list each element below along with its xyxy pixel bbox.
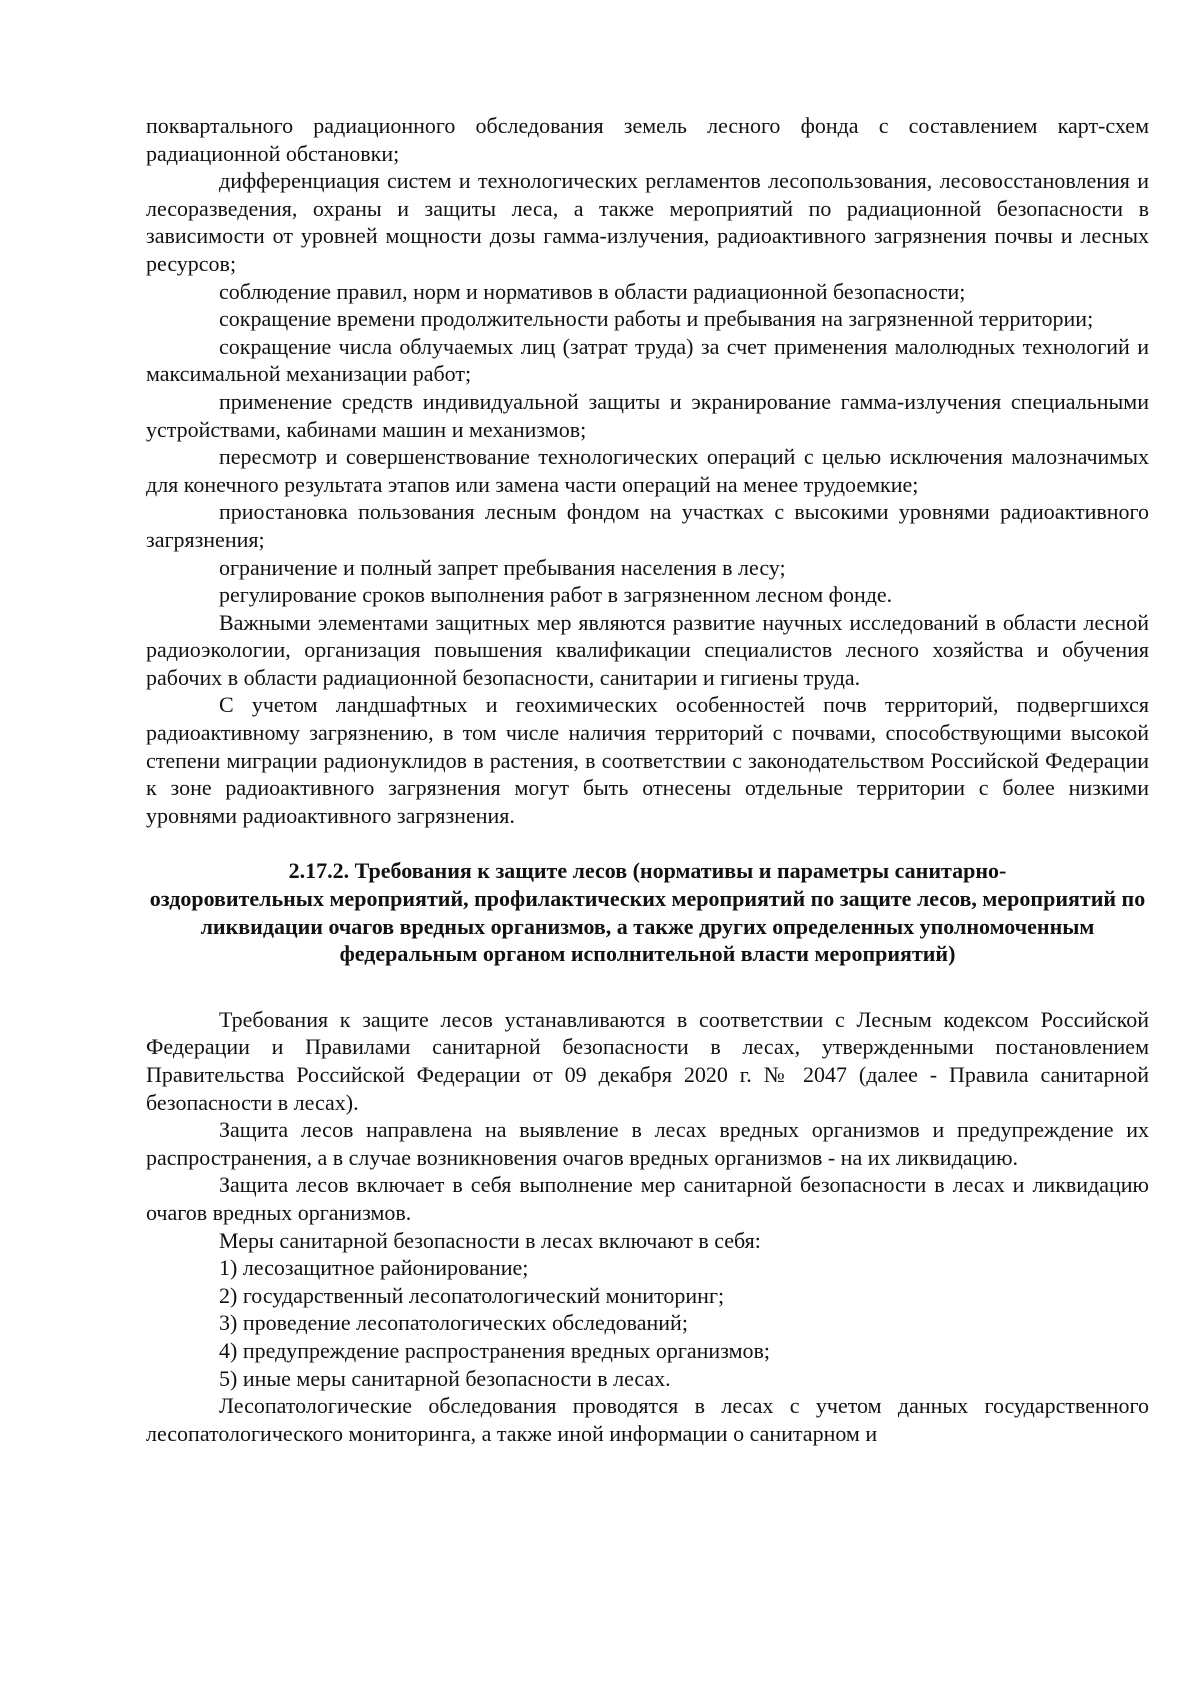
paragraph-research-elements: Важными элементами защитных мер являются развитие научных исследований в области лесной радиоэкологии, организация повышения квалификации специалистов лесного хозяйства и обучения рабочих в области радиационной безопасности, санитарии и гигиены труда.: [146, 609, 1149, 690]
paragraph-differentiation: дифференциация систем и технологических регламентов лесопользования, лесовосстановления и лесоразведения, охраны и защиты леса, а также мероприятий по радиационной безопасности в зависимости от уровней мощности дозы гамма-излучения, радиоактивного загрязнения почвы и лесных ресурсов;: [146, 168, 1149, 276]
paragraph-protective-means: применение средств индивидуальной защиты и экранирование гамма-излучения специальными устройствами, кабинами машин и механизмов;: [146, 388, 1149, 442]
paragraph-work-scheduling: регулирование сроков выполнения работ в загрязненном лесном фонде.: [219, 582, 893, 608]
document-page: [146, 112, 1149, 1447]
spacer: [146, 968, 1149, 1006]
paragraph-persons-reduction: сокращение числа облучаемых лиц (затрат труда) за счет применения малолюдных технологий и максимальной механизации работ;: [146, 333, 1149, 387]
list-item: 4) предупреждение распространения вредных организмов;: [219, 1337, 770, 1363]
list-item: 2) государственный лесопатологический мониторинг;: [219, 1282, 725, 1308]
list-item: 5) иные меры санитарной безопасности в лесах.: [219, 1365, 671, 1391]
paragraph-radiation-survey: поквартального радиационного обследования земель лесного фонда с составлением карт-схем радиационной обстановки;: [146, 113, 1149, 166]
section-heading-rest: оздоровительных мероприятий, профилактических мероприятий по защите лесов, мероприятий по ликвидации очагов вредных организмов, а также других определенных уполномоченным федеральным органом исполнительной власти мероприятий): [149, 886, 1146, 967]
paragraph-landscape-features: С учетом ландшафтных и геохимических особенностей почв территорий, подвергшихся радиоактивному загрязнению, в том числе наличия территорий с почвами, способствующими высокой степени миграции радионуклидов в растения, в соответствии с законодательством Российской Федерации к зоне радиоактивного загрязнения могут быть отнесены отдельные территории с более низкими уровнями радиоактивного загрязнения.: [146, 692, 1149, 828]
paragraph-operations-revision: пересмотр и совершенствование технологических операций с целью исключения малозначимых для конечного результата этапов или замена части операций на менее трудоемкие;: [146, 444, 1149, 497]
paragraph-forest-surveys: Лесопатологические обследования проводятся в лесах с учетом данных государственного лесопатологического мониторинга, а также иной информации о санитарном и: [146, 1393, 1149, 1446]
paragraph-access-restriction: ограничение и полный запрет пребывания населения в лесу;: [219, 554, 786, 580]
paragraph-time-reduction: сокращение времени продолжительности работы и пребывания на загрязненной территории;: [219, 306, 1094, 332]
paragraph-protection-includes: Защита лесов включает в себя выполнение мер санитарной безопасности в лесах и ликвидацию очагов вредных организмов.: [146, 1172, 1149, 1225]
section-heading: [146, 857, 1149, 967]
paragraph-use-suspension: приостановка пользования лесным фондом на участках с высокими уровнями радиоактивного загрязнения;: [146, 499, 1149, 552]
list-item: 1) лесозащитное районирование;: [219, 1255, 529, 1281]
paragraph-rules-compliance: соблюдение правил, норм и нормативов в области радиационной безопасности;: [219, 278, 966, 304]
paragraph-measures-intro: Меры санитарной безопасности в лесах включают в себя:: [219, 1227, 761, 1253]
section-heading-line1: 2.17.2. Требования к защите лесов (нормативы и параметры санитарно-: [288, 858, 1007, 884]
paragraph-protection-aim: Защита лесов направлена на выявление в лесах вредных организмов и предупреждение их распространения, а в случае возникновения очагов вредных организмов - на их ликвидацию.: [146, 1117, 1149, 1170]
list-item: 3) проведение лесопатологических обследований;: [219, 1310, 688, 1336]
paragraph-protection-requirements: Требования к защите лесов устанавливаются в соответствии с Лесным кодексом Российской Федерации и Правилами санитарной безопасности в лесах, утвержденными постановлением Правительства Российской Федерации от 09 декабря 2020 г. № 2047 (далее - Правила санитарной безопасности в лесах).: [146, 1006, 1149, 1115]
